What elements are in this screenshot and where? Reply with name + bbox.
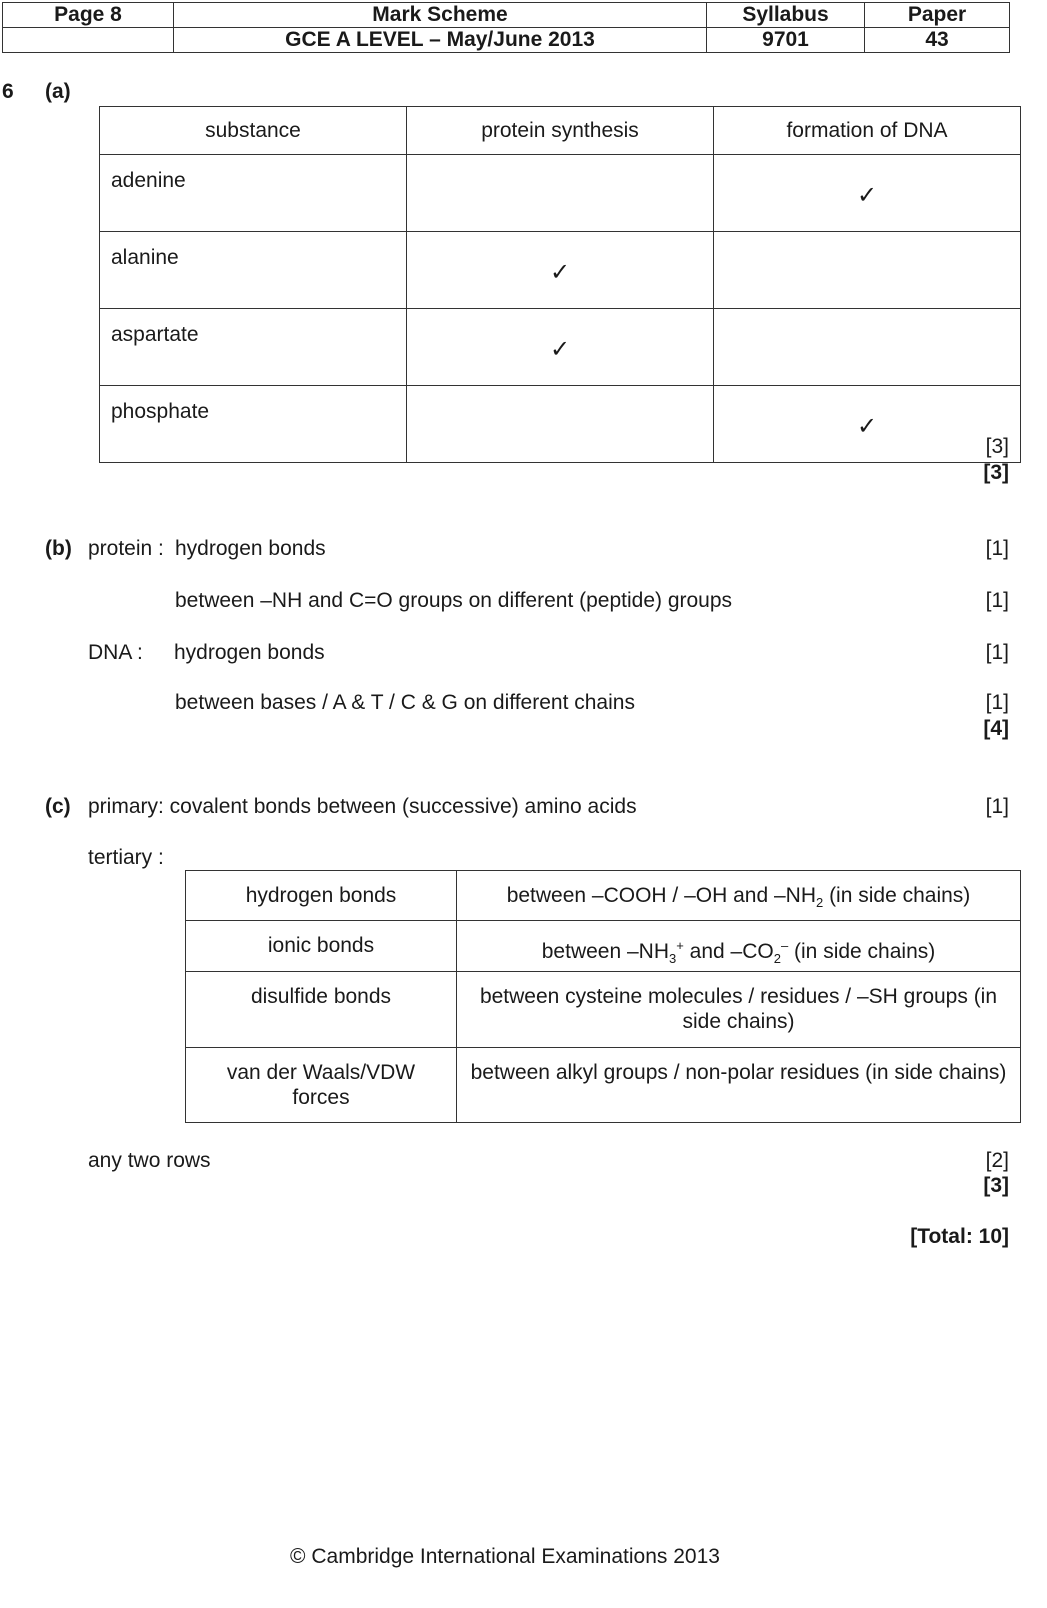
superscript: + bbox=[676, 938, 684, 953]
part-c-label: (c) bbox=[45, 795, 71, 818]
bond-type: disulfide bonds bbox=[186, 972, 457, 1048]
mark: [1] bbox=[985, 589, 1009, 612]
subscript: 2 bbox=[816, 895, 824, 911]
desc-text: between –COOH / –OH and –NH bbox=[506, 884, 816, 907]
check-icon bbox=[407, 155, 714, 232]
part-b-label: (b) bbox=[45, 537, 72, 560]
column-header: protein synthesis bbox=[407, 107, 714, 155]
bond-description bbox=[457, 871, 1021, 921]
paper-label: Paper bbox=[865, 3, 1010, 28]
bond-type: van der Waals/VDW forces bbox=[186, 1048, 457, 1123]
table-row bbox=[186, 871, 1021, 921]
syllabus-code: 9701 bbox=[707, 28, 865, 53]
dna-line-1: hydrogen bonds bbox=[174, 641, 325, 664]
tertiary-label: tertiary : bbox=[88, 846, 164, 869]
check-icon: ✓ bbox=[407, 232, 714, 309]
table-row bbox=[186, 921, 1021, 972]
substance-cell: aspartate bbox=[100, 309, 407, 386]
check-icon bbox=[714, 309, 1021, 386]
doc-title: Mark Scheme bbox=[174, 3, 707, 28]
bond-description: between cysteine molecules / residues / –SH groups (in side chains) bbox=[457, 972, 1021, 1048]
syllabus-label: Syllabus bbox=[707, 3, 865, 28]
protein-prefix: protein : bbox=[88, 537, 164, 560]
column-header: formation of DNA bbox=[714, 107, 1021, 155]
desc-text: and –CO bbox=[683, 940, 774, 963]
check-icon: ✓ bbox=[407, 309, 714, 386]
bond-type: hydrogen bonds bbox=[186, 871, 457, 921]
mark: [1] bbox=[985, 537, 1009, 560]
protein-line-2: between –NH and C=O groups on different (peptide) groups bbox=[175, 589, 733, 612]
mark: [2] bbox=[985, 1149, 1009, 1172]
paper-code: 43 bbox=[865, 28, 1010, 53]
table-row bbox=[100, 386, 1021, 463]
page-number: Page 8 bbox=[3, 3, 174, 28]
desc-text: (in side chains) bbox=[823, 884, 971, 907]
check-icon: ✓ bbox=[714, 386, 1021, 463]
subscript: 3 bbox=[669, 951, 677, 967]
dna-line-2: between bases / A & T / C & G on different chains bbox=[175, 691, 635, 714]
part-a-mark: [3] bbox=[985, 435, 1009, 458]
protein-line-1: hydrogen bonds bbox=[175, 537, 326, 560]
part-b-total: [4] bbox=[983, 717, 1009, 740]
desc-text: between –NH bbox=[541, 940, 669, 963]
table-row bbox=[186, 972, 1021, 1048]
bond-description: between alkyl groups / non-polar residues (in side chains) bbox=[457, 1048, 1021, 1123]
dna-prefix: DNA : bbox=[88, 641, 143, 664]
mark: [1] bbox=[985, 795, 1009, 818]
any-two-rows: any two rows bbox=[88, 1149, 211, 1172]
desc-text: (in side chains) bbox=[788, 940, 936, 963]
question-number: 6 bbox=[2, 80, 14, 103]
table-row bbox=[100, 232, 1021, 309]
check-icon: ✓ bbox=[714, 155, 1021, 232]
substance-cell: alanine bbox=[100, 232, 407, 309]
bond-type: ionic bonds bbox=[186, 921, 457, 972]
table-row bbox=[100, 155, 1021, 232]
column-header: substance bbox=[100, 107, 407, 155]
doc-subtitle: GCE A LEVEL – May/June 2013 bbox=[174, 28, 707, 53]
primary-structure: primary: covalent bonds between (successive) amino acids bbox=[88, 795, 637, 818]
superscript: – bbox=[780, 938, 789, 953]
part-c-total: [3] bbox=[983, 1174, 1009, 1197]
tertiary-table bbox=[185, 870, 1021, 1123]
part-a-label: (a) bbox=[45, 80, 71, 103]
substance-cell: phosphate bbox=[100, 386, 407, 463]
bond-description bbox=[457, 921, 1021, 972]
mark: [1] bbox=[985, 691, 1009, 714]
grand-total: [Total: 10] bbox=[910, 1225, 1009, 1248]
substance-cell: adenine bbox=[100, 155, 407, 232]
table-row bbox=[186, 1048, 1021, 1123]
part-a-total: [3] bbox=[983, 461, 1009, 484]
part-a-table bbox=[99, 106, 1021, 463]
mark: [1] bbox=[985, 641, 1009, 664]
check-icon bbox=[407, 386, 714, 463]
subscript: 2 bbox=[773, 951, 781, 967]
table-row bbox=[100, 309, 1021, 386]
header-empty bbox=[3, 28, 174, 53]
header-table bbox=[2, 2, 1010, 53]
check-icon bbox=[714, 232, 1021, 309]
footer-copyright: © Cambridge International Examinations 2013 bbox=[290, 1545, 720, 1568]
